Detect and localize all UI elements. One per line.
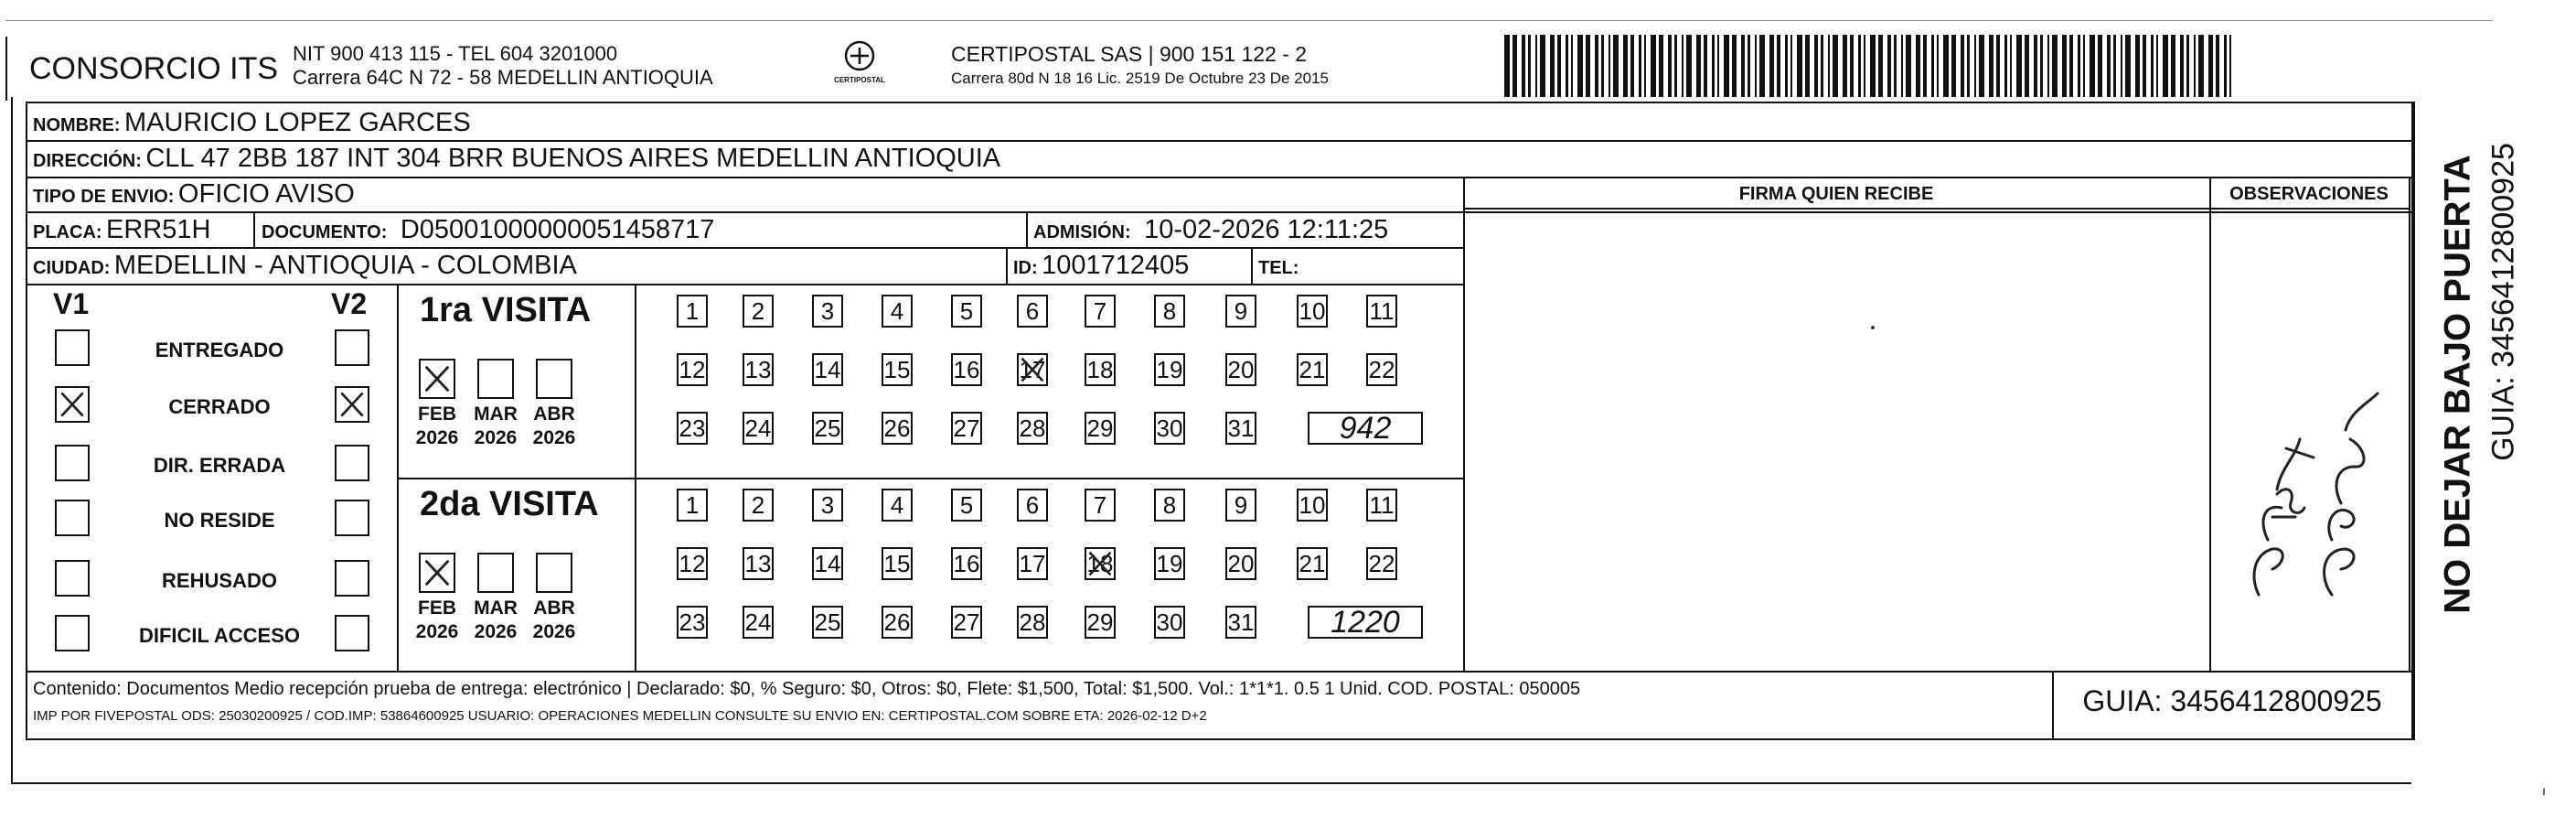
tipo-label: TIPO DE ENVIO: — [33, 187, 175, 207]
barcode-bar — [1785, 35, 1788, 97]
day-box[interactable]: 12 — [677, 547, 708, 580]
barcode-bar — [1923, 35, 1927, 97]
id-field — [1013, 251, 1189, 281]
direccion-row — [33, 144, 1000, 174]
barcode-bar — [1540, 35, 1545, 97]
documento-label: DOCUMENTO: — [262, 222, 388, 242]
company-name: CONSORCIO ITS — [29, 51, 279, 86]
barcode-bar — [2083, 35, 2085, 97]
barcode-bar — [2186, 35, 2189, 97]
day-box[interactable]: 1 — [677, 489, 708, 522]
day-box[interactable]: 20 — [1225, 353, 1256, 386]
day-box[interactable]: 28 — [1017, 412, 1048, 445]
barcode-bar — [1528, 35, 1531, 97]
v1-checkbox[interactable] — [55, 329, 90, 366]
barcode-bar — [1724, 35, 1729, 97]
carrier-line2: Carrera 80d N 18 16 Lic. 2519 De Octubre 23 De 2015 — [951, 70, 1329, 87]
day-box[interactable]: 31 — [1225, 606, 1256, 639]
barcode-bar — [1887, 35, 1891, 97]
logo-text: CERTIPOSTAL — [834, 76, 885, 84]
barcode-bar — [1577, 35, 1583, 97]
barcode-bar — [2090, 35, 2095, 97]
barcode-bar — [2113, 35, 2116, 97]
v2-header: V2 — [331, 287, 368, 320]
barcode-bar — [1916, 35, 1920, 97]
day-box[interactable]: 5 — [951, 489, 982, 522]
barcode-bar — [1979, 35, 1984, 97]
barcode-bar — [1858, 35, 1861, 97]
barcode-bar — [2078, 35, 2080, 97]
month-checkbox[interactable] — [419, 553, 455, 593]
barcode-bar — [2034, 35, 2037, 97]
visit-time[interactable]: 1220 — [1308, 606, 1423, 639]
reason-label: DIR. ERRADA — [153, 454, 286, 477]
v1-checkbox[interactable] — [55, 615, 90, 651]
v1-header: V1 — [53, 287, 90, 320]
barcode-bar — [2194, 35, 2196, 97]
barcode-bar — [1668, 35, 1672, 97]
id-label: ID: — [1013, 258, 1038, 278]
day-box[interactable]: 25 — [812, 412, 843, 445]
barcode-bar — [1759, 35, 1765, 97]
day-box[interactable]: 8 — [1154, 489, 1185, 522]
tipo-row — [33, 179, 355, 210]
nombre-label: NOMBRE: — [33, 115, 121, 135]
day-box[interactable]: 12 — [677, 353, 708, 386]
day-box[interactable]: 8 — [1154, 295, 1185, 328]
day-box[interactable]: 27 — [951, 412, 982, 445]
barcode-bar — [1828, 35, 1830, 97]
barcode-bar — [1550, 35, 1555, 97]
day-box[interactable]: 14 — [812, 353, 843, 386]
barcode-bar — [1996, 35, 2000, 97]
barcode-bar — [2121, 35, 2122, 97]
handwritten-signature — [2231, 329, 2396, 604]
day-box[interactable]: 26 — [882, 412, 913, 445]
barcode-bar — [1630, 35, 1634, 97]
barcode-bar — [2010, 35, 2012, 97]
v2-checkbox[interactable] — [335, 445, 369, 481]
nombre-value: MAURICIO LOPEZ GARCES — [124, 108, 471, 137]
day-box[interactable]: 29 — [1085, 412, 1116, 445]
day-box[interactable]: 23 — [677, 412, 708, 445]
company-info-line2: Carrera 64C N 72 - 58 MEDELLIN ANTIOQUIA — [293, 66, 713, 89]
month-checkbox[interactable] — [477, 553, 514, 593]
barcode-bar — [1974, 35, 1976, 97]
barcode-bar — [1623, 35, 1628, 97]
barcode-bar — [2208, 35, 2213, 97]
day-box[interactable]: 27 — [951, 606, 982, 639]
barcode-bar — [2025, 35, 2029, 97]
day-box[interactable]: 24 — [743, 606, 774, 639]
day-box[interactable]: 4 — [882, 489, 913, 522]
ciudad-value: MEDELLIN - ANTIOQUIA - COLOMBIA — [113, 251, 577, 280]
barcode-bar — [1864, 35, 1865, 97]
barcode-bar — [2052, 35, 2058, 97]
barcode-bar — [1686, 35, 1692, 97]
barcode-bar — [1522, 35, 1525, 97]
small-dot — [1871, 326, 1875, 329]
barcode-bar — [1704, 35, 1707, 97]
barcode-bar — [2062, 35, 2067, 97]
direccion-value: CLL 47 2BB 187 INT 304 BRR BUENOS AIRES MEDELLIN ANTIOQUIA — [145, 144, 1001, 173]
day-box[interactable]: 3 — [812, 295, 843, 328]
v2-checkbox[interactable] — [335, 615, 369, 651]
barcode-bar — [1512, 35, 1517, 97]
certipostal-logo — [828, 40, 892, 95]
barcode-bar — [1741, 35, 1745, 97]
documento-value: D05001000000051458717 — [400, 215, 715, 244]
day-box[interactable]: 17 — [1017, 547, 1048, 580]
day-box[interactable]: 16 — [951, 547, 982, 580]
tipo-value: OFICIO AVISO — [177, 179, 355, 209]
barcode-bar — [1586, 35, 1590, 97]
admision-field — [1033, 215, 1388, 245]
day-box[interactable]: 7 — [1085, 295, 1116, 328]
day-box[interactable]: 15 — [882, 547, 913, 580]
barcode-bar — [2163, 35, 2168, 97]
barcode-bar — [1797, 35, 1802, 97]
barcode-bar — [2004, 35, 2007, 97]
month-label: FEB 2026 — [415, 597, 459, 642]
v1-checkbox[interactable] — [55, 560, 90, 597]
reason-label: NO RESIDE — [164, 509, 275, 532]
barcode-bar — [1989, 35, 1993, 97]
barcode-bar — [1850, 35, 1854, 97]
day-box[interactable]: 9 — [1225, 295, 1256, 328]
first-visit-title: 1ra VISITA — [420, 291, 592, 329]
day-box[interactable]: 4 — [882, 295, 913, 328]
barcode-bar — [2143, 35, 2146, 97]
corner-mark: ı — [2542, 783, 2546, 798]
day-box[interactable]: 16 — [951, 353, 982, 386]
barcode-bar — [1748, 35, 1750, 97]
day-box[interactable]: 30 — [1154, 412, 1185, 445]
side-guia: GUIA: 3456412800925 — [2485, 143, 2521, 461]
barcode-bar — [2229, 35, 2231, 97]
barcode-bar — [1566, 35, 1568, 97]
reason-label: DIFICIL ACCESO — [138, 624, 300, 647]
day-box[interactable]: 9 — [1225, 489, 1256, 522]
reason-label: REHUSADO — [162, 569, 277, 592]
barcode-bar — [1870, 35, 1876, 97]
month-label: MAR 2026 — [474, 597, 518, 642]
firma-header: FIRMA QUIEN RECIBE — [1738, 184, 1934, 204]
ciudad-label: CIUDAD: — [33, 258, 111, 278]
id-value: 1001712405 — [1042, 251, 1190, 280]
nombre-row — [33, 108, 471, 138]
barcode-bar — [2047, 35, 2049, 97]
ciudad-field — [33, 251, 577, 281]
barcode-bar — [1651, 35, 1656, 97]
barcode-bar — [1937, 35, 1939, 97]
barcode-bar — [2016, 35, 2022, 97]
barcode-bar — [1644, 35, 1646, 97]
barcode-bar — [1682, 35, 1683, 97]
placa-label: PLACA: — [33, 222, 102, 242]
barcode-bar — [1951, 35, 1956, 97]
barcode-bar — [1595, 35, 1598, 97]
barcode-bar — [2040, 35, 2043, 97]
barcode-bar — [1613, 35, 1619, 97]
observaciones-header: OBSERVACIONES — [2229, 184, 2389, 204]
barcode-bar — [1894, 35, 1897, 97]
day-box[interactable]: 6 — [1017, 489, 1048, 522]
v1-checkbox[interactable] — [55, 500, 90, 536]
barcode-bar — [1696, 35, 1701, 97]
barcode-bar — [2069, 35, 2073, 97]
v2-checkbox[interactable] — [335, 500, 369, 536]
barcode-bar — [2224, 35, 2227, 97]
barcode-bar — [1601, 35, 1604, 97]
month-label: MAR 2026 — [474, 404, 518, 448]
day-box[interactable]: 24 — [743, 412, 774, 445]
barcode-bar — [1717, 35, 1719, 97]
barcode-bar — [1906, 35, 1911, 97]
day-box[interactable]: 15 — [882, 353, 913, 386]
day-box[interactable]: 19 — [1154, 547, 1185, 580]
footer-imp: IMP POR FIVEPOSTAL ODS: 25030200925 / COD.IMP: 53864600925 USUARIO: OPERACIONES MEDELLIN CONSULTE SU ENVIO EN: CERTIPOSTAL.COM SOBRE ETA: 2026-02-12 D+2 — [33, 708, 1207, 724]
barcode-bar — [1571, 35, 1573, 97]
barcode-bar — [1674, 35, 1677, 97]
barcode-bar — [1961, 35, 1964, 97]
footer-contenido: Contenido: Documentos Medio recepción prueba de entrega: electrónico | Declarado: $0, % Seguro: $0, Otros: $0, Flete: $1,500, Total: $1,500. Vol.: 1*1*1. 0.5 1 Unid. COD. POSTAL: 050005 — [33, 679, 1581, 699]
barcode-bar — [2098, 35, 2102, 97]
barcode-graphic — [1504, 35, 2236, 97]
visit-time[interactable]: 942 — [1308, 412, 1423, 445]
tel-field — [1258, 251, 1299, 281]
barcode-bar — [1833, 35, 1838, 97]
reason-label: CERRADO — [168, 395, 271, 418]
v2-checkbox[interactable] — [335, 560, 369, 597]
month-label: ABR 2026 — [532, 597, 576, 642]
barcode-bar — [1814, 35, 1818, 97]
barcode-bar — [1769, 35, 1774, 97]
day-box[interactable]: 21 — [1297, 353, 1328, 386]
barcode-bar — [1557, 35, 1561, 97]
admision-label: ADMISIÓN: — [1033, 222, 1131, 242]
barcode-bar — [2135, 35, 2140, 97]
barcode-bar — [1790, 35, 1792, 97]
day-box[interactable]: 25 — [812, 606, 843, 639]
month-checkbox[interactable] — [536, 553, 572, 593]
direccion-label: DIRECCIÓN: — [33, 151, 142, 171]
barcode-bar — [1732, 35, 1737, 97]
second-visit-title: 2da VISITA — [420, 485, 599, 523]
v2-checkbox[interactable] — [335, 386, 369, 423]
day-box[interactable]: 2 — [743, 489, 774, 522]
day-box[interactable]: 7 — [1085, 489, 1116, 522]
v2-checkbox[interactable] — [335, 329, 369, 366]
barcode-bar — [1609, 35, 1610, 97]
day-box[interactable]: 11 — [1366, 489, 1397, 522]
day-box[interactable]: 19 — [1154, 353, 1185, 386]
day-box[interactable]: 28 — [1017, 606, 1048, 639]
no-dejar-warning: NO DEJAR BAJO PUERTA — [2437, 155, 2478, 614]
barcode-bar — [2216, 35, 2219, 97]
day-box[interactable]: 20 — [1225, 547, 1256, 580]
month-label: FEB 2026 — [415, 404, 459, 448]
day-box[interactable]: 3 — [812, 489, 843, 522]
v1-checkbox[interactable] — [55, 445, 90, 481]
documento-field — [262, 215, 714, 245]
barcode-bar — [2125, 35, 2131, 97]
day-box[interactable]: 17 — [1017, 353, 1048, 386]
barcode — [1504, 35, 2236, 97]
day-box[interactable]: 6 — [1017, 295, 1048, 328]
barcode-bar — [1843, 35, 1847, 97]
placa-value: ERR51H — [106, 215, 211, 244]
barcode-bar — [1967, 35, 1970, 97]
footer-guia: GUIA: 3456412800925 — [2082, 684, 2382, 717]
day-box[interactable]: 5 — [951, 295, 982, 328]
barcode-bar — [2107, 35, 2111, 97]
day-box[interactable]: 18 — [1085, 353, 1116, 386]
carrier-line1: CERTIPOSTAL SAS | 900 151 122 - 2 — [951, 42, 1308, 66]
day-box[interactable]: 1 — [677, 295, 708, 328]
day-box[interactable]: 11 — [1366, 295, 1397, 328]
barcode-bar — [2151, 35, 2154, 97]
barcode-bar — [1755, 35, 1757, 97]
barcode-bar — [1659, 35, 1663, 97]
admision-value: 10-02-2026 12:11:25 — [1144, 215, 1389, 244]
day-box[interactable]: 23 — [677, 606, 708, 639]
barcode-bar — [1931, 35, 1934, 97]
day-box[interactable]: 13 — [743, 547, 774, 580]
barcode-bar — [2198, 35, 2204, 97]
barcode-bar — [2180, 35, 2184, 97]
day-box[interactable]: 30 — [1154, 606, 1185, 639]
day-box[interactable]: 22 — [1366, 547, 1397, 580]
day-box[interactable]: 14 — [812, 547, 843, 580]
day-box[interactable]: 21 — [1297, 547, 1328, 580]
tel-label: TEL: — [1258, 258, 1299, 278]
barcode-bar — [1777, 35, 1780, 97]
company-info-line1: NIT 900 413 115 - TEL 604 3201000 — [293, 42, 618, 65]
day-box[interactable]: 2 — [743, 295, 774, 328]
day-box[interactable]: 26 — [882, 606, 913, 639]
month-checkbox[interactable] — [536, 359, 572, 399]
barcode-bar — [1821, 35, 1823, 97]
month-checkbox[interactable] — [477, 359, 514, 399]
v1-checkbox[interactable] — [55, 386, 90, 423]
month-checkbox[interactable] — [419, 359, 455, 399]
day-box[interactable]: 22 — [1366, 353, 1397, 386]
day-box[interactable]: 29 — [1085, 606, 1116, 639]
barcode-bar — [2171, 35, 2175, 97]
day-box[interactable]: 10 — [1297, 489, 1328, 522]
reason-label: ENTREGADO — [155, 339, 284, 361]
day-box[interactable]: 10 — [1297, 295, 1328, 328]
day-box[interactable]: 31 — [1225, 412, 1256, 445]
barcode-bar — [2156, 35, 2158, 97]
barcode-bar — [1504, 35, 1510, 97]
barcode-bar — [1535, 35, 1537, 97]
day-box[interactable]: 13 — [743, 353, 774, 386]
placa-field — [33, 215, 210, 245]
barcode-bar — [1943, 35, 1949, 97]
barcode-bar — [1639, 35, 1641, 97]
barcode-bar — [1901, 35, 1903, 97]
barcode-bar — [1878, 35, 1883, 97]
barcode-bar — [1712, 35, 1715, 97]
logo-icon — [841, 40, 878, 71]
day-box[interactable]: 18 — [1085, 547, 1116, 580]
barcode-bar — [1805, 35, 1810, 97]
month-label: ABR 2026 — [532, 404, 576, 448]
